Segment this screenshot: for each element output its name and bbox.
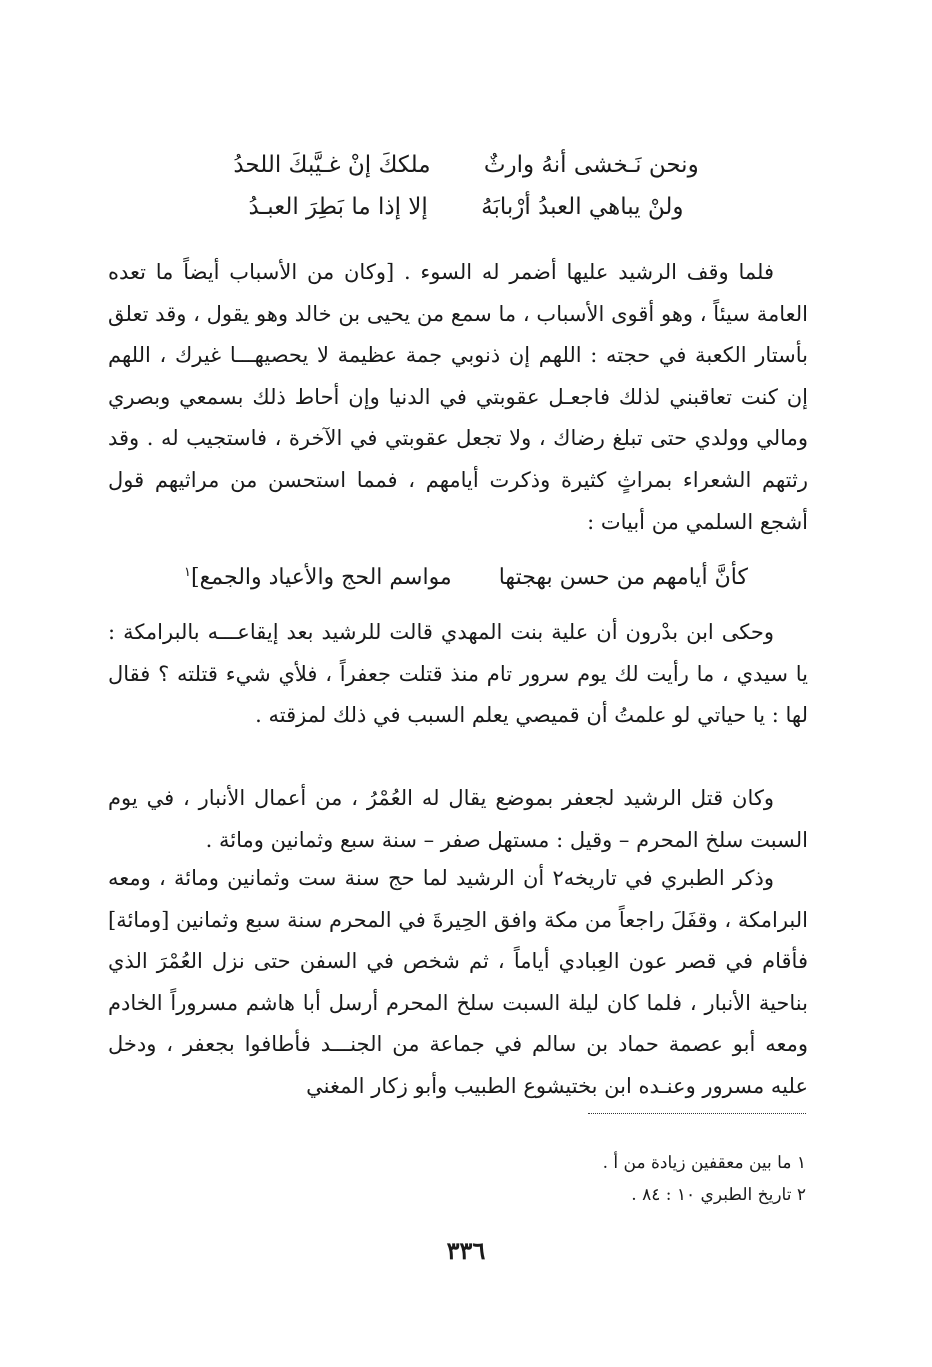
paragraph-2 <box>108 612 808 737</box>
verse-3-first-hemistich: كأنَّ أيامهم من حسن بهجتها <box>498 565 748 591</box>
verse-3-second-hemistich: مواسم الحج والأعياد والجمع] <box>190 565 452 591</box>
poem-verse-1 <box>0 150 932 180</box>
verse-1-first-hemistich: ونحن نَـخشى أنهُ وارثٌ <box>483 152 699 178</box>
paragraph-1 <box>108 252 808 543</box>
footnotes <box>400 1147 806 1211</box>
footnote-1: ١ ما بين معقفين زيادة من أ . <box>602 1153 806 1173</box>
footnote-marker-1: ١ <box>184 565 191 580</box>
footnote-divider <box>588 1113 806 1114</box>
paragraph-4 <box>108 858 808 1108</box>
verse-2-first-hemistich: ولنْ يباهي العبدُ أرْبابَهُ <box>481 194 684 220</box>
poem-verse-3 <box>0 558 932 593</box>
paragraph-4-text: وذكر الطبري في تاريخه٢ أن الرشيد لما حج سنة ست وثمانين ومائة ، ومعه البرامكة ، وقفَلَ راجعاً من مكة وافق الحِيرةَ في المحرم سنة سبع وثمانين [ومائة] فأقام في قصر عون العِبادي أياماً ، ثم شخص في السفن حتى نزل العُمْرَ الذي بناحية الأنبار ، فلما كان ليلة السبت سلخ المحرم أرسل أبا هاشم مسروراً الخادم ومعه أبو عصمة حماد بن سالم في جماعة من الجنـــد فأطافوا بجعفر ، ودخل عليه مسرور وعنـده ابن بختيشوع الطبيب وأبو زكار المغني <box>108 866 808 1098</box>
poem-verse-2 <box>0 192 932 222</box>
footnote-2: ٢ تاريخ الطبري ١٠ : ٨٤ . <box>631 1185 806 1205</box>
verse-2-second-hemistich: إلا إذا ما بَطِرَ العبـدُ <box>248 194 428 220</box>
paragraph-3-text: وكان قتل الرشيد لجعفر بموضع يقال له العُمْرُ ، من أعمال الأنبار ، في يوم السبت سلخ المحرم – وقيل : مستهل صفر – سنة سبع وثمانين ومائة . <box>108 786 808 852</box>
paragraph-3 <box>108 778 808 861</box>
verse-1-second-hemistich: ملككَ إنْ غـيَّبكَ اللحدُ <box>233 152 431 178</box>
page-number: ٣٣٦ <box>446 1236 486 1265</box>
paragraph-1-text: فلما وقف الرشيد عليها أضمر له السوء . [وكان من الأسباب أيضاً ما تعده العامة سيئاً ، وهو أقوى الأسباب ، ما سمع من يحيى بن خالد وهو يقول ، وقد تعلق بأستار الكعبة في حجته : اللهم إن ذنوبي جمة عظيمة لا يحصيهـــا غيرك ، اللهم إن كنت تعاقبني لذلك فاجعـل عقوبتي في الدنيا وإن أحاط ذلك بسمعي وبصري ومالي وولدي حتى تبلغ رضاك ، ولا تجعل عقوبتي في الآخرة ، فاستجيب له . وقد رثتهم الشعراء بمراثٍ كثيرة وذكرت أيامهم ، فمما استحسن من مراثيهم قول أشجع السلمي من أبيات : <box>108 260 808 534</box>
paragraph-2-text: وحكى ابن بدْرون أن علية بنت المهدي قالت للرشيد بعد إيقاعـــه بالبرامكة : يا سيدي ، ما رأيت لك يوم سرور تام منذ قتلت جعفراً ، فلأي شيء قتلته ؟ فقال لها : يا حياتي لو علمتُ أن قميصي يعلم السبب في ذلك لمزقته . <box>108 620 808 728</box>
